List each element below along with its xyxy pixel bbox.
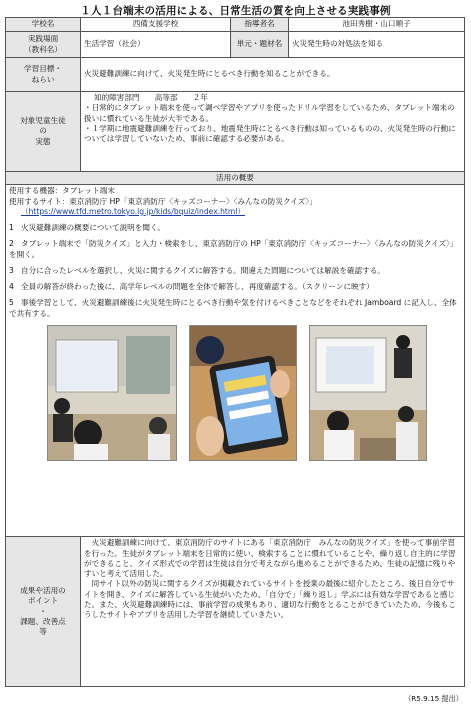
- context-label: 実践場面 （教科名）: [6, 32, 81, 58]
- points-paragraph-1: 火災避難訓練に向けて、東京消防庁のサイトにある「東京消防庁 みんなの防災クイズ」を使って事前学習を行った。生徒がタブレット端末を日常的に使い、検索することに慣れていることや、繰り返し自主的に学習ができること、クイズ形式での学習は生徒は自分で考えながら進めることができるため、生徒の記憶に残りやすいと考えて活用した。: [84, 538, 456, 578]
- teacher-name: 池田秀樹・山口順子: [289, 18, 465, 32]
- overview-header-row: [6, 172, 465, 185]
- step-text: 自分に合ったレベルを選択し、火災に関するクイズに解答する。間違えた問題については解説を確認する。: [21, 265, 385, 275]
- points-paragraph-2: 同サイト以外の防災に関するクイズが掲載されているサイトを授業の最後に紹介したところ、後日自分でサイトを開き、クイズに解答している生徒がいたため、「自分で」「繰り返し」学ぶには有効な学習であると感じた。また、火災避難訓練時には、事前学習の成果もあり、適切な行動をとることができていたため、今後もこうしたサイトやアプリを活用した学習を継続していきたい。: [84, 579, 456, 619]
- step-text: タブレット端末で「防災クイズ」と入力・検索をし、東京消防庁の HP「東京消防庁〈キッズコーナー〉〈みんなの防災クイズ〉」を開く。: [9, 239, 458, 259]
- goal-label: 学習目標・ ねらい: [6, 58, 81, 92]
- students-desc-1: ・日常的にタブレット端末を使って調べ学習やアプリを使ったドリル学習をしているため、タブレット端末の扱いに慣れている生徒が大半である。: [84, 103, 455, 123]
- document-title: １人１台端末の活用による、日常生活の質を向上させる実践事例: [80, 5, 391, 17]
- school-row: [6, 18, 465, 32]
- points-label: 成果や活用の ポイント ・ 課題、改善点 等: [6, 537, 81, 687]
- goal-row: [6, 58, 465, 92]
- school-label: 学校名: [6, 18, 81, 32]
- school-name: 西備支援学校: [81, 18, 231, 32]
- step-item: [9, 266, 461, 276]
- students-desc-2: ・１学期に地震避難訓練を行っており、地震発生時にとるべき行動は知っているものの、火災発生時の行動については学習していないため、事前に確認する必要がある。: [84, 123, 456, 143]
- step-text: 全員の解答が終わった後に、高学年レベルの問題を全体で解答し、再度確認する。（スクリーンに映す）: [21, 282, 374, 291]
- students-row: [6, 92, 465, 172]
- step-number: 3: [9, 265, 14, 275]
- context-row: [6, 32, 465, 58]
- report-table: [5, 17, 465, 687]
- step-number: 2: [9, 239, 14, 249]
- device-line: 使用する機器：タブレット端末: [9, 186, 115, 196]
- step-item: [9, 282, 461, 292]
- steps-list: [9, 223, 461, 319]
- submission-date: （R5.9.15 提出）: [404, 694, 463, 703]
- site-url-link[interactable]: （https://www.tfd.metro.tokyo.lg.jp/kids/bquiz/index.html）: [21, 206, 246, 216]
- photo-strip: [9, 325, 461, 463]
- overview-row: [6, 185, 465, 537]
- step-item: [9, 223, 461, 233]
- step-text: 火災避難訓練の概要について説明を聞く。: [21, 223, 165, 232]
- goal-text: 火災避難訓練に向けて、火災発生時にとるべき行動を知ることができる。: [81, 58, 465, 92]
- overview-header: 活用の概要: [6, 172, 465, 185]
- classroom-photo-1: [47, 325, 177, 461]
- unit-label: 単元・題材名: [231, 32, 289, 58]
- points-row: [6, 537, 465, 687]
- classroom-photo-2: [309, 325, 427, 461]
- students-label: 対象児童生徒 の 実態: [6, 92, 81, 172]
- students-grade: 知的障害部門 高等部 ２年: [94, 93, 208, 102]
- unit-name: 火災発生時の対処法を知る: [289, 32, 465, 58]
- step-number: 4: [9, 282, 14, 291]
- site-line: 使用するサイト：東京消防庁 HP「東京消防庁〈キッズコーナー〉〈みんなの防災クイズ〉」: [9, 196, 317, 206]
- step-text: 事後学習として、火災避難訓練後に火災発生時にとるべき行動や気を付けるべきことなどをそれぞれ Jamboard に記入し、全体で共有する。: [9, 298, 457, 318]
- tablet-photo: [189, 325, 297, 461]
- subject-name: 生活学習（社会）: [81, 32, 231, 58]
- teacher-label: 指導者名: [231, 18, 289, 32]
- step-number: 1: [9, 223, 14, 232]
- step-item: [9, 239, 461, 260]
- step-number: 5: [9, 298, 14, 308]
- step-item: [9, 298, 461, 319]
